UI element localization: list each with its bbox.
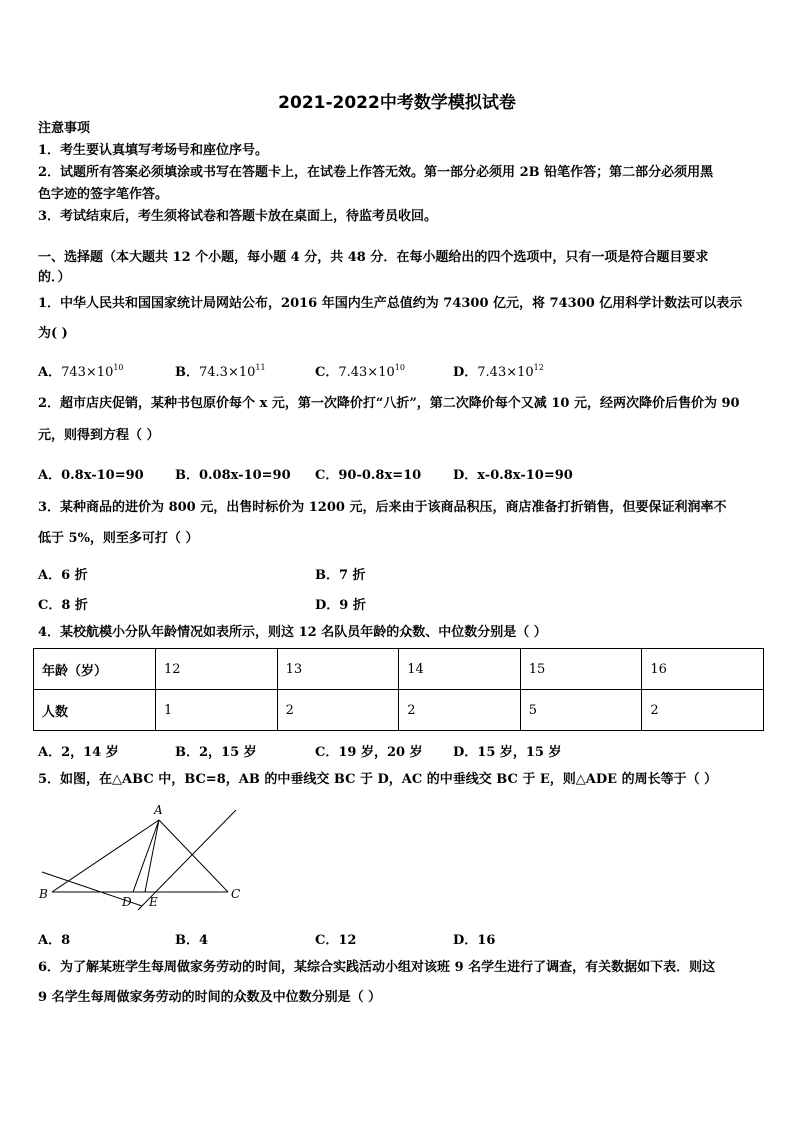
q3-option-b: B．7 折 xyxy=(315,568,366,583)
segment-ae xyxy=(145,820,159,892)
table-cell: 16 xyxy=(642,649,764,690)
vertex-label-b: B xyxy=(39,887,48,901)
table-cell: 14 xyxy=(399,649,521,690)
table-cell: 2 xyxy=(277,690,399,731)
table-row xyxy=(34,649,764,690)
page-title: 2021-2022中考数学模拟试卷 xyxy=(278,93,516,113)
table-header-cell: 人数 xyxy=(34,690,156,731)
question-5-text: 5．如图，在△ABC 中，BC=8，AB 的中垂线交 BC 于 D，AC 的中垂线交 BC 于 E，则△ADE 的周长等于（ ） xyxy=(38,772,718,787)
q2-option-d: D．x-0.8x-10=90 xyxy=(453,468,573,483)
q3-option-a: A．6 折 xyxy=(38,568,88,583)
q1-option-b: B．$74.3\times 10^{11}$ xyxy=(175,363,266,380)
question-2-text-cont: 元，则得到方程（ ） xyxy=(38,428,160,443)
point-label-e: E xyxy=(149,895,158,909)
q5-option-b: B．4 xyxy=(175,933,209,948)
table-cell: 15 xyxy=(520,649,642,690)
notice-item-2-cont: 色字迹的签字笔作答。 xyxy=(38,187,169,202)
segment-ac xyxy=(159,820,228,892)
vertex-label-c: C xyxy=(231,887,241,901)
q4-option-d: D．15 岁，15 岁 xyxy=(453,745,562,760)
age-table xyxy=(33,648,764,731)
q1-option-a: A．$743\times 10^{10}$ xyxy=(38,363,124,380)
table-cell: 13 xyxy=(277,649,399,690)
table-cell: 5 xyxy=(520,690,642,731)
q2-option-b: B．0.08x-10=90 xyxy=(175,468,291,483)
point-label-d: D xyxy=(122,895,132,909)
q4-option-c: C．19 岁，20 岁 xyxy=(315,745,423,760)
notice-item-2: 2．试题所有答案必须填涂或书写在答题卡上，在试卷上作答无效。第一部分必须用 2B 铅笔作答；第二部分必须用黑 xyxy=(38,165,714,180)
table-cell: 2 xyxy=(642,690,764,731)
question-1-text-cont: 为( ) xyxy=(38,326,68,341)
q5-option-d: D．16 xyxy=(453,933,496,948)
question-4-text: 4．某校航模小分队年龄情况如表所示，则这 12 名队员年龄的众数、中位数分别是（ ） xyxy=(38,625,547,640)
q1-option-c: C．$7.43\times 10^{10}$ xyxy=(315,363,405,380)
q2-option-c: C．90-0.8x=10 xyxy=(315,468,422,483)
notice-item-3: 3．考试结束后，考生须将试卷和答题卡放在桌面上，待监考员收回。 xyxy=(38,209,438,224)
q5-option-a: A．8 xyxy=(38,933,71,948)
question-3-text-cont: 低于 5%，则至多可打（ ） xyxy=(38,531,199,546)
question-2-text: 2．超市店庆促销，某种书包原价每个 x 元，第一次降价打“八折”，第二次降价每个又减 10 元，经两次降价后售价为 90 xyxy=(38,396,740,411)
notice-item-1: 1．考生要认真填写考场号和座位序号。 xyxy=(38,143,269,158)
question-3-text: 3．某种商品的进价为 800 元，出售时标价为 1200 元，后来由于该商品积压，商店准备打折销售，但要保证利润率不 xyxy=(38,500,727,515)
q1-option-d: D．$7.43\times 10^{12}$ xyxy=(453,363,544,380)
question-6-text: 6．为了解某班学生每周做家务劳动的时间，某综合实践活动小组对该班 9 名学生进行了调查，有关数据如下表．则这 xyxy=(38,960,716,975)
q4-option-b: B．2，15 岁 xyxy=(175,745,257,760)
question-1-text: 1．中华人民共和国国家统计局网站公布，2016 年国内生产总值约为 74300 亿元，将 74300 亿用科学计数法可以表示 xyxy=(38,296,743,311)
table-cell: 12 xyxy=(156,649,278,690)
table-row xyxy=(34,690,764,731)
q3-option-d: D．9 折 xyxy=(315,598,366,613)
section-heading-cont: 的．） xyxy=(38,270,71,285)
q2-option-a: A．0.8x-10=90 xyxy=(38,468,144,483)
notice-heading: 注意事项 xyxy=(38,121,91,136)
table-cell: 2 xyxy=(399,690,521,731)
q3-option-c: C．8 折 xyxy=(38,598,88,613)
table-header-cell: 年龄（岁） xyxy=(34,649,156,690)
section-heading: 一、选择题（本大题共 12 个小题，每小题 4 分，共 48 分．在每小题给出的四个选项中，只有一项是符合题目要求 xyxy=(38,250,709,265)
q4-option-a: A．2，14 岁 xyxy=(38,745,119,760)
segment-ad xyxy=(133,820,159,892)
q5-option-c: C．12 xyxy=(315,933,357,948)
vertex-label-a: A xyxy=(154,803,163,817)
table-cell: 1 xyxy=(156,690,278,731)
question-6-text-cont: 9 名学生每周做家务劳动的时间的众数及中位数分别是（ ） xyxy=(38,990,382,1005)
triangle-figure xyxy=(38,800,242,912)
